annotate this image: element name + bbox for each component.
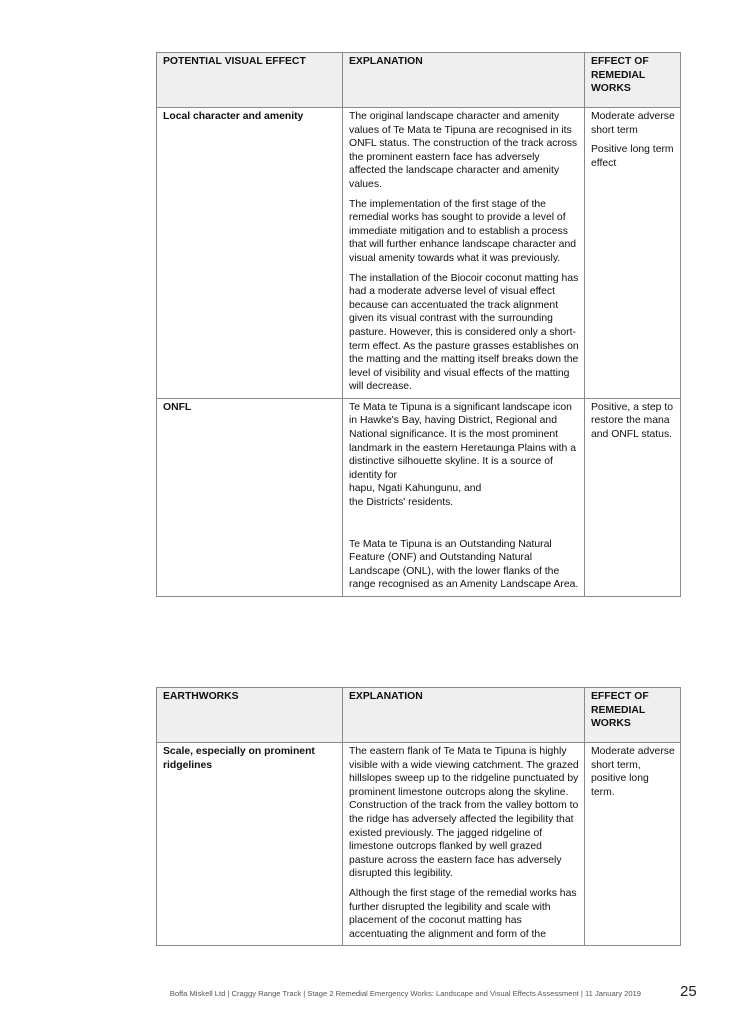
- row-label: ONFL: [157, 398, 343, 596]
- row-label: Scale, especially on prominent ridgelines: [157, 743, 343, 946]
- paragraph: The implementation of the first stage of the remedial works has sought to provide a level of immediate mitigation and to establish a process that will further enhance landscape character and visual amenity towards what it was previously.: [349, 198, 577, 264]
- paragraph: Although the first stage of the remedial works has further disrupted the legibility and scale with placement of the coconut matting has accentuating the alignment and form of the: [349, 887, 577, 940]
- row-effect: Moderate adverse short term, positive long term.: [585, 743, 681, 946]
- header-explanation: EXPLANATION: [343, 53, 585, 108]
- paragraph: The original landscape character and amenity values of Te Mata te Tipuna are recognised in its ONFL status. The construction of the track across the prominent eastern face has adversely affected the landscape character and amenity values.: [349, 111, 578, 190]
- table-row: [157, 108, 681, 399]
- header-explanation: EXPLANATION: [343, 688, 585, 743]
- spacer: [349, 510, 579, 538]
- header-effect-of-remedial-works: EFFECT OF REMEDIAL WORKS: [585, 53, 681, 108]
- paragraph: The eastern flank of Te Mata te Tipuna is highly visible with a wide viewing catchment. The grazed hillslopes sweep up to the ridgeline punctuated by prominent limestone outcrops along the skyline. Construction of the track from the valley bottom to the ridge has adversely affected the legibility that existed previously. The jagged ridgeline of limestone outcrops flanked by well grazed pasture across the eastern face has adversely disrupted this legibility.: [349, 746, 579, 880]
- page-footer: Boffa Miskell Ltd | Craggy Range Track | Stage 2 Remedial Emergency Works: Landscape and Visual Effects Assessment | 11 January 2019: [169, 989, 641, 998]
- effect-text: Moderate adverse short term: [591, 111, 675, 136]
- earthworks-table: [156, 687, 681, 946]
- table-row: [157, 743, 681, 946]
- header-potential-visual-effect: POTENTIAL VISUAL EFFECT: [157, 53, 343, 108]
- paragraph: The installation of the Biocoir coconut matting has had a moderate adverse level of visual effect because can accentuated the track alignment given its visual contrast with the surrounding pasture. However, this is considered only a short-term effect. As the pasture grasses establishes on the matting and the matting itself breaks down the level of visibility and visual effects of the matting will decrease.: [349, 272, 579, 393]
- table-row: [157, 398, 681, 596]
- row-explanation: [343, 743, 585, 946]
- page-number: 25: [680, 983, 697, 1000]
- row-explanation: [343, 108, 585, 399]
- paragraph: Te Mata te Tipuna is an Outstanding Natural Feature (ONF) and Outstanding Natural Landscape (ONL), with the lower flanks of the range recognised as an Amenity Landscape Area.: [349, 538, 579, 591]
- paragraph: Te Mata te Tipuna is a significant landscape icon in Hawke's Bay, having District, Regional and National significance. It is the most prominent landmark in the eastern Heretaunga Plains with a distinctive silhouette skyline. It is a source of identity for: [349, 401, 576, 481]
- paragraph-line: hapu, Ngati Kahungunu, and: [349, 483, 482, 495]
- header-earthworks: EARTHWORKS: [157, 688, 343, 743]
- header-effect-of-remedial-works: EFFECT OF REMEDIAL WORKS: [585, 688, 681, 743]
- table-header-row: [157, 53, 681, 108]
- row-effect: Positive, a step to restore the mana and ONFL status.: [585, 398, 681, 596]
- paragraph-line: the Districts' residents.: [349, 497, 454, 509]
- visual-effects-table: [156, 52, 681, 597]
- effect-text: Positive long term effect: [591, 144, 674, 169]
- row-effect: [585, 108, 681, 399]
- row-label: Local character and amenity: [157, 108, 343, 399]
- table-header-row: [157, 688, 681, 743]
- row-explanation: [343, 398, 585, 596]
